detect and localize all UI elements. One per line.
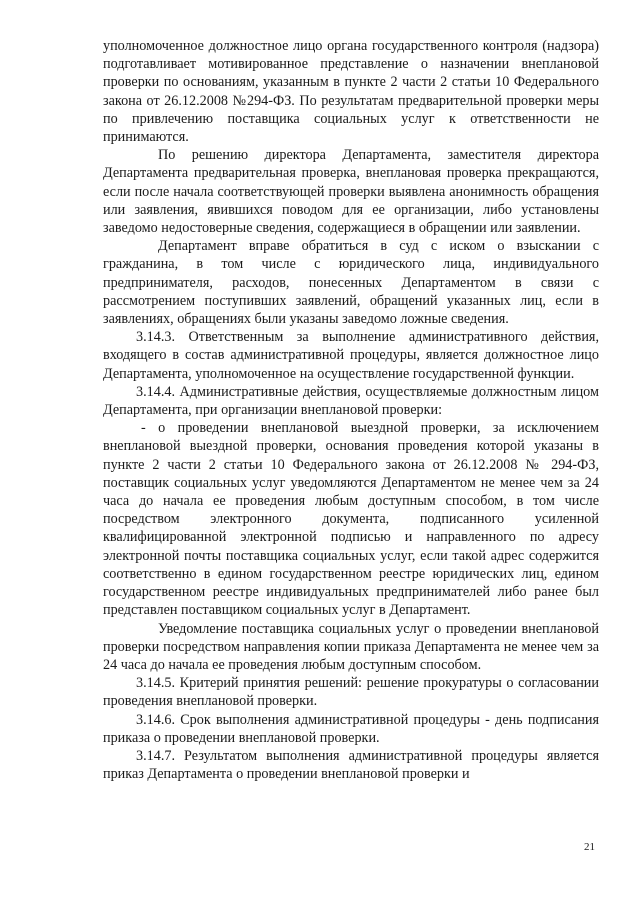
paragraph-court-claim: Департамент вправе обратиться в суд с иском о взыскании с гражданина, в том числе с юридического лица, индивидуального предпринимателя, расходов, понесенных Департаментом в связи с рассмотрением поступивших заявлений, обращений указанных лиц, если в заявлениях, обращениях были указаны заведомо ложные сведения.	[103, 238, 599, 328]
paragraph-3-14-3: 3.14.3. Ответственным за выполнение административного действия, входящего в состав административной процедуры, является должностное лицо Департамента, уполномоченное на осуществление государственной функции.	[103, 329, 599, 382]
document-body	[103, 37, 599, 783]
paragraph-notification-order: Уведомление поставщика социальных услуг о проведении внеплановой проверки посредством направления копии приказа Департамента не менее чем за 24 часа до начала ее проведения любым доступным способом.	[103, 620, 599, 673]
paragraph-termination: По решению директора Департамента, заместителя директора Департамента предварительная проверка, внеплановая проверка прекращаются, если после начала соответствующей проверки выявлена анонимность обращения или заявления, явившихся поводом для ее организации, либо установлены заведомо недостоверные сведения, содержащиеся в обращении или заявлении.	[103, 147, 599, 237]
paragraph-3-14-5: 3.14.5. Критерий принятия решений: решение прокуратуры о согласовании проведения внеплановой проверки.	[103, 675, 599, 710]
paragraph-3-14-4: 3.14.4. Административные действия, осуществляемые должностным лицом Департамента, при организации внеплановой проверки:	[103, 383, 599, 419]
paragraph-3-14-7: 3.14.7. Результатом выполнения административной процедуры является приказ Департамента о проведении внеплановой проверки и	[103, 747, 599, 783]
paragraph-notification-item: - о проведении внеплановой выездной проверки, за исключением внеплановой выездной проверки, основания проведения которой указаны в пункте 2 части 2 статьи 10 Федерального закона от 26.12.2008 № 294-ФЗ, поставщик социальных услуг уведомляются Департаментом не менее чем за 24 часа до начала ее проведения любым доступным способом, в том числе посредством электронного документа, подписанного усиленной квалифицированной электронной подписью и направленного по адресу электронной почты поставщика социальных услуг, если такой адрес содержится соответственно в едином государственном реестре юридических лиц, едином государственном реестре индивидуальных предпринимателей либо ранее был представлен поставщиком социальных услуг в Департамент.	[103, 420, 599, 619]
page-number: 21	[584, 841, 595, 853]
paragraph-continuation: уполномоченное должностное лицо органа государственного контроля (надзора) подготавливает мотивированное представление о назначении внеплановой проверки по основаниям, указанным в пункте 2 части 2 статьи 10 Федерального закона от 26.12.2008 №294-ФЗ. По результатам предварительной проверки меры по привлечению поставщика социальных услуг к ответственности не принимаются.	[103, 38, 599, 146]
paragraph-3-14-6: 3.14.6. Срок выполнения административной процедуры - день подписания приказа о проведении внеплановой проверки.	[103, 711, 599, 746]
